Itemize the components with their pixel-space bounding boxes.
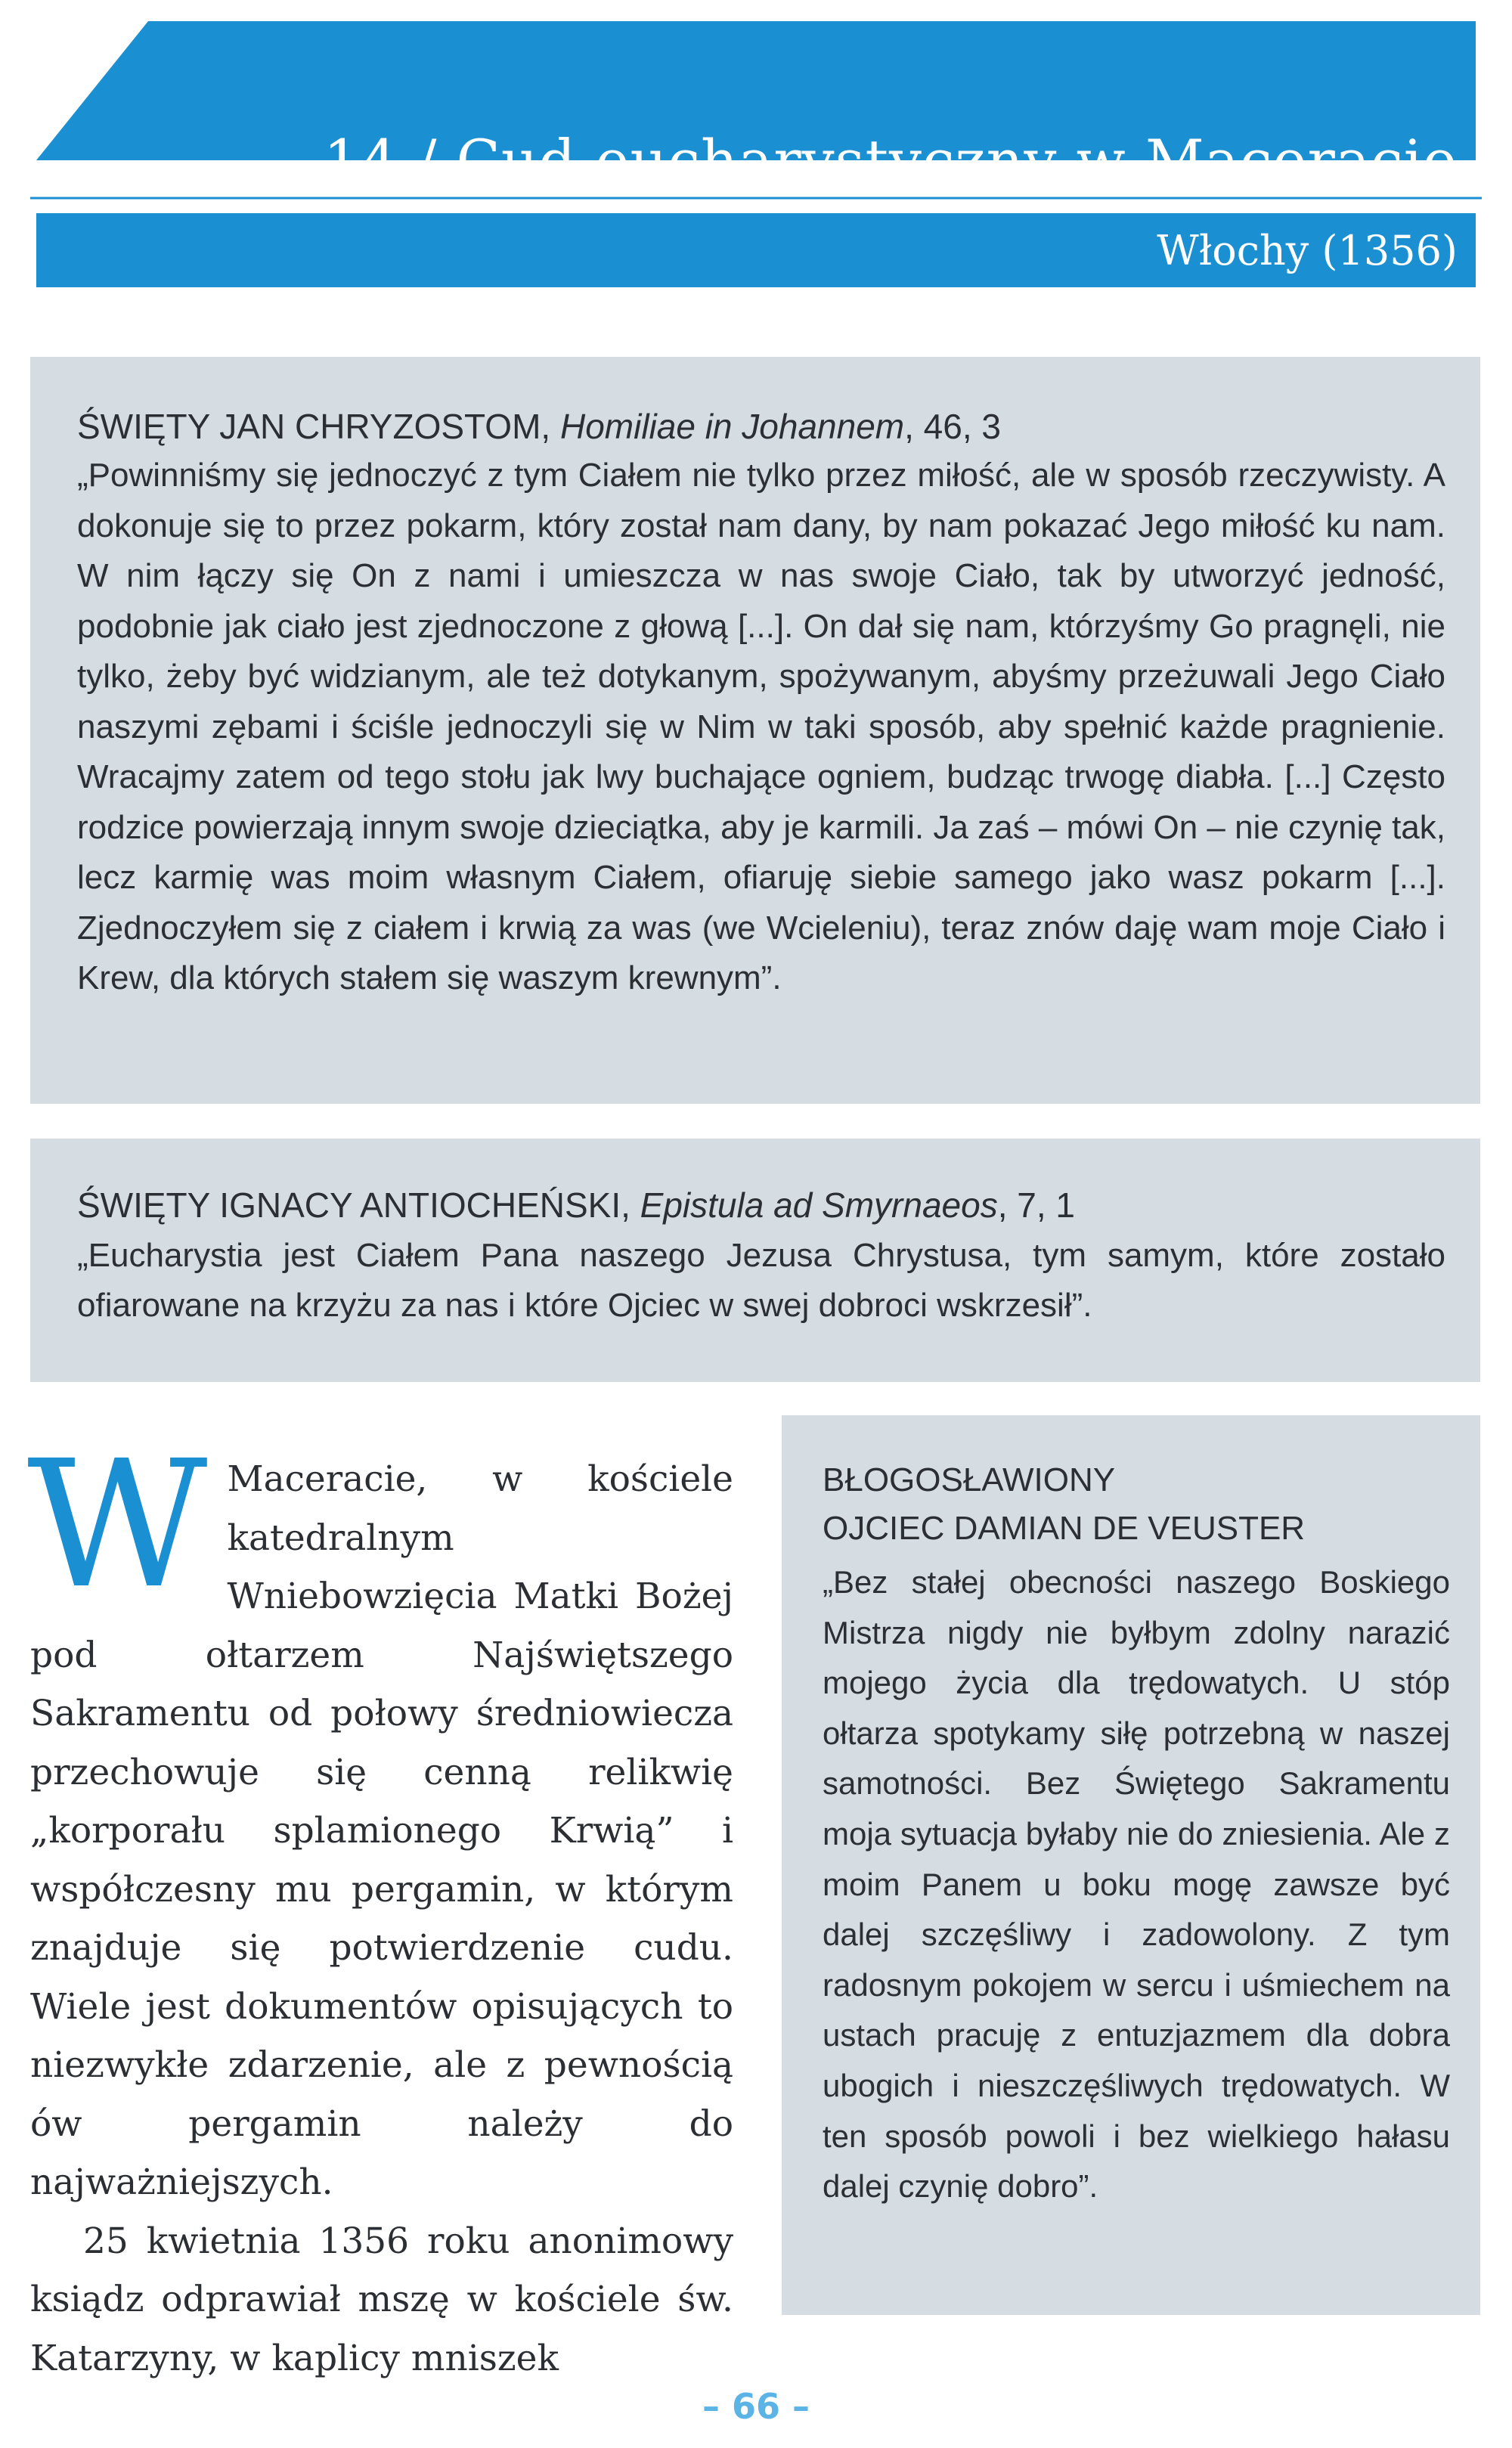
quote-text: „Powinniśmy się jednoczyć z tym Ciałem nie tylko przez miłość, ale w sposób rzeczywisty. A dokonuje się to przez pokarm, który został nam dany, by nam pokazać Jego miłość ku nam. W nim łączy się On z nami i umieszcza w nas swoje Ciało, tak by utworzyć jedność, podobnie jak ciało jest zjednoczone z głową [...]. On dał się nam, którzyśmy Go pragnęli, nie tylko, żeby być widzianym, ale też dotykanym, spożywanym, abyśmy przeżuwali Jego Ciało naszymi zębami i ściśle jednoczyli się w Nim w taki sposób, aby spełnić każde pragnienie. Wracajmy zatem od tego stołu jak lwy buchające ogniem, budząc trwogę diabła. [...] Często rodzice powierzają innym swoje dzieciątka, aby je karmili. Ja zaś – mówi On – nie czynię tak, lecz karmię was moim własnym Ciałem, ofiaruję siebie samego jako wasz pokarm [...]. Zjednoczyłem się z ciałem i krwią za was (we Wcieleniu), teraz znów daję wam moje Ciało i Krew, dla których stałem się waszym krewnym”.	[77, 457, 1445, 996]
quote-box-chrysostom	[30, 357, 1480, 1104]
drop-cap: W	[27, 1423, 208, 1627]
quote-box-damian	[782, 1415, 1480, 2315]
quote-author: ŚWIĘTY IGNACY ANTIOCHEŃSKI,	[77, 1185, 631, 1225]
article-paragraph-text: Maceracie, w kościele katedralnym Wniebowzięcia Matki Bożej pod ołtarzem Najświętszego Sakramentu od połowy średniowiecza przechowuje się cenną relikwię „korporału splamionego Krwią” i współczesny mu pergamin, w którym znajduje się potwierdzenie cudu. Wiele jest dokumentów opisujących to niezwykłe zdarzenie, ale z pewnością ów pergamin należy do najważniejszych.	[30, 1458, 733, 2203]
quote-work: Epistula ad Smyrnaeos	[640, 1185, 998, 1225]
quote-box-ignatius	[30, 1139, 1480, 1382]
chapter-title: 14 / Cud eucharystyczny w Maceracie	[323, 127, 1458, 194]
quote-text: „Eucharystia jest Ciałem Pana naszego Jezusa Chrystusa, tym samym, które zostało ofiarowane na krzyżu za nas i które Ojciec w swej dobroci wskrzesił”.	[77, 1237, 1445, 1324]
page-number: – 66 –	[702, 2386, 810, 2427]
quote-author-line1: BŁOGOSŁAWIONY	[823, 1461, 1116, 1498]
quote-heading	[77, 1181, 1430, 1229]
article-paragraph: 25 kwietnia 1356 roku anonimowy ksiądz odprawiał mszę w kościele św. Katarzyny, w kaplicy mniszek	[30, 2220, 733, 2379]
quote-work: Homiliae in Johannem	[559, 407, 905, 446]
article-paragraph	[27, 1423, 733, 2212]
quote-author-line2: OJCIEC DAMIAN DE VEUSTER	[823, 1510, 1306, 1547]
quote-text: „Bez stałej obecności naszego Boskiego Mistrza nigdy nie byłbym zdolny narazić mojego życia dla trędowatych. U stóp ołtarza spotykamy siłę potrzebną w naszej samotności. Bez Świętego Sakramentu moja sytuacja byłaby nie do zniesienia. Ale z moim Panem u boku mogę zawsze być dalej szczęśliwy i zadowolony. Z tym radosnym pokojem w sercu i uśmiechem na ustach pracuję z entuzjazmem dla dobra ubogich i nieszczęśliwych trędowatych. W ten sposób powoli i bez wielkiego hałasu dalej czynię dobro”.	[823, 1564, 1450, 2205]
quote-author: ŚWIĘTY JAN CHRYZOSTOM,	[77, 407, 551, 446]
main-article	[27, 1423, 733, 2388]
quote-reference: , 7, 1	[997, 1185, 1075, 1225]
quote-heading	[77, 402, 1430, 451]
quote-heading	[823, 1456, 1442, 1553]
chapter-subtitle: Włochy (1356)	[1157, 227, 1458, 274]
quote-reference: , 46, 3	[904, 407, 1001, 446]
